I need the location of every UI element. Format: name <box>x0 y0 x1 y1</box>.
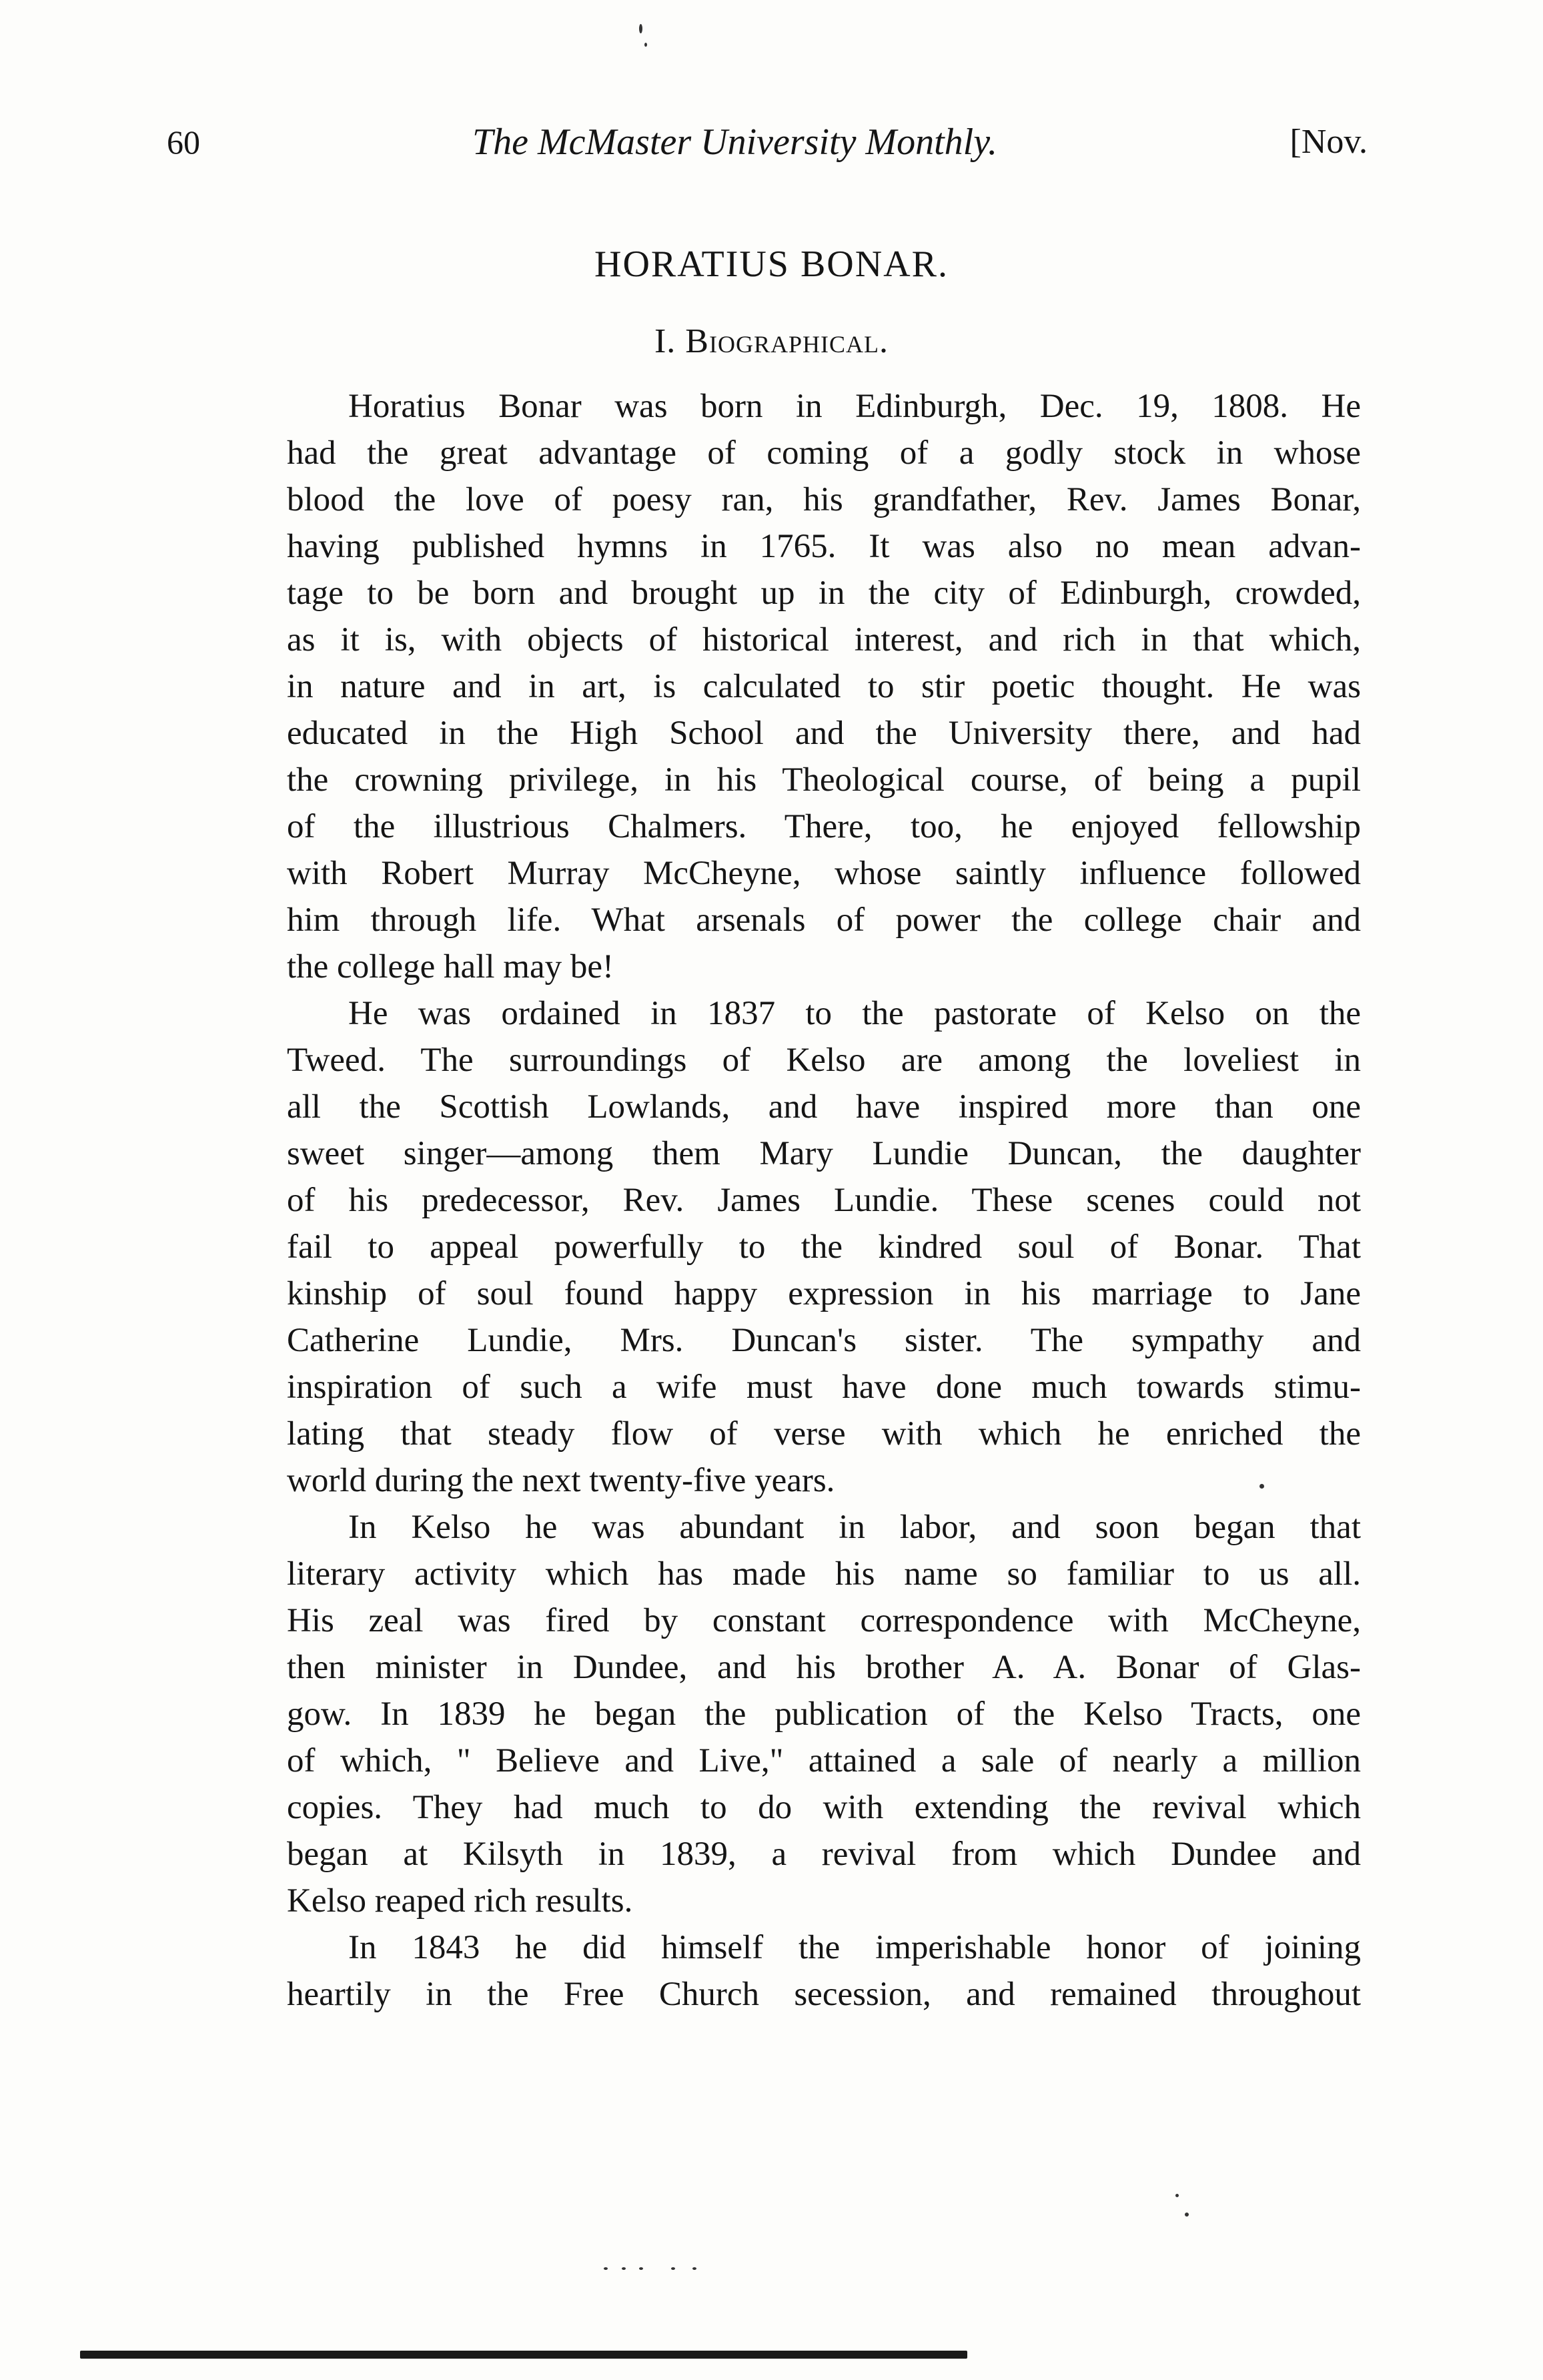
text-line: of the illustrious Chalmers. There, too, he enjoyed fellowship <box>287 808 1361 845</box>
article-title: HORATIUS BONAR. <box>594 244 949 285</box>
text-line: the crowning privilege, in his Theological course, of being a pupil <box>287 761 1361 799</box>
text-line: In 1843 he did himself the imperishable honor of joining <box>348 1929 1361 1966</box>
issue-label: [Nov. <box>1290 123 1368 161</box>
text-line: of his predecessor, Rev. James Lundie. These scenes could not <box>287 1182 1361 1219</box>
scan-speck <box>622 2267 626 2270</box>
text-line: In Kelso he was abundant in labor, and soon began that <box>348 1509 1361 1546</box>
section-heading: I. Biographical. <box>654 322 889 360</box>
paragraph <box>287 1504 1361 1924</box>
text-line: heartily in the Free Church secession, and remained throughout <box>287 1976 1361 2013</box>
text-line: His zeal was fired by constant correspondence with McCheyne, <box>287 1602 1361 1639</box>
scan-speck <box>1175 2194 1179 2197</box>
text-line: had the great advantage of coming of a godly stock in whose <box>287 434 1361 472</box>
article-body <box>287 383 1361 2018</box>
text-line: educated in the High School and the University there, and had <box>287 715 1361 752</box>
text-line: gow. In 1839 he began the publication of the Kelso Tracts, one <box>287 1695 1361 1733</box>
scan-speck <box>639 24 642 33</box>
text-line: Catherine Lundie, Mrs. Duncan's sister. The sympathy and <box>287 1322 1361 1359</box>
scan-speck <box>692 2267 696 2270</box>
text-line: Kelso reaped rich results. <box>287 1882 633 1920</box>
scan-speck <box>644 43 647 47</box>
scan-speck <box>671 2267 675 2270</box>
text-line: lating that steady flow of verse with which he enriched the <box>287 1415 1361 1453</box>
scan-speck <box>639 2267 643 2270</box>
text-line: Horatius Bonar was born in Edinburgh, Dec. 19, 1808. He <box>348 388 1361 425</box>
text-line: with Robert Murray McCheyne, whose saintly influence followed <box>287 855 1361 892</box>
scan-speck <box>1259 1484 1264 1489</box>
text-line: copies. They had much to do with extending the revival which <box>287 1789 1361 1826</box>
text-line: Tweed. The surroundings of Kelso are among the loveliest in <box>287 1042 1361 1079</box>
scan-speck <box>1185 2213 1189 2217</box>
text-line: He was ordained in 1837 to the pastorate of Kelso on the <box>348 995 1361 1032</box>
paragraph <box>287 990 1361 1504</box>
text-line: blood the love of poesy ran, his grandfather, Rev. James Bonar, <box>287 481 1361 518</box>
text-line: the college hall may be! <box>287 948 614 985</box>
text-line: kinship of soul found happy expression in his marriage to Jane <box>287 1275 1361 1312</box>
bottom-rule <box>80 2351 967 2359</box>
text-line: then minister in Dundee, and his brother A. A. Bonar of Glas- <box>287 1649 1361 1686</box>
paragraph <box>287 383 1361 990</box>
text-line: fail to appeal powerfully to the kindred soul of Bonar. That <box>287 1228 1361 1266</box>
text-line: having published hymns in 1765. It was also no mean advan- <box>287 528 1361 565</box>
text-line: world during the next twenty-five years. <box>287 1462 835 1499</box>
running-title: The McMaster University Monthly. <box>472 121 997 163</box>
scan-speck <box>604 2267 608 2270</box>
text-line: inspiration of such a wife must have done much towards stimu- <box>287 1368 1361 1406</box>
text-line: began at Kilsyth in 1839, a revival from which Dundee and <box>287 1836 1361 1873</box>
running-header <box>167 119 1368 172</box>
text-line: literary activity which has made his name so familiar to us all. <box>287 1555 1361 1593</box>
text-line: of which, " Believe and Live," attained a sale of nearly a million <box>287 1742 1361 1779</box>
text-line: as it is, with objects of historical interest, and rich in that which, <box>287 621 1361 659</box>
paragraph <box>287 1924 1361 2018</box>
text-line: in nature and in art, is calculated to stir poetic thought. He was <box>287 668 1361 705</box>
text-line: all the Scottish Lowlands, and have inspired more than one <box>287 1088 1361 1126</box>
text-line: tage to be born and brought up in the city of Edinburgh, crowded, <box>287 574 1361 612</box>
text-line: sweet singer—among them Mary Lundie Duncan, the daughter <box>287 1135 1361 1172</box>
page-number: 60 <box>167 123 200 161</box>
text-line: him through life. What arsenals of power the college chair and <box>287 901 1361 939</box>
